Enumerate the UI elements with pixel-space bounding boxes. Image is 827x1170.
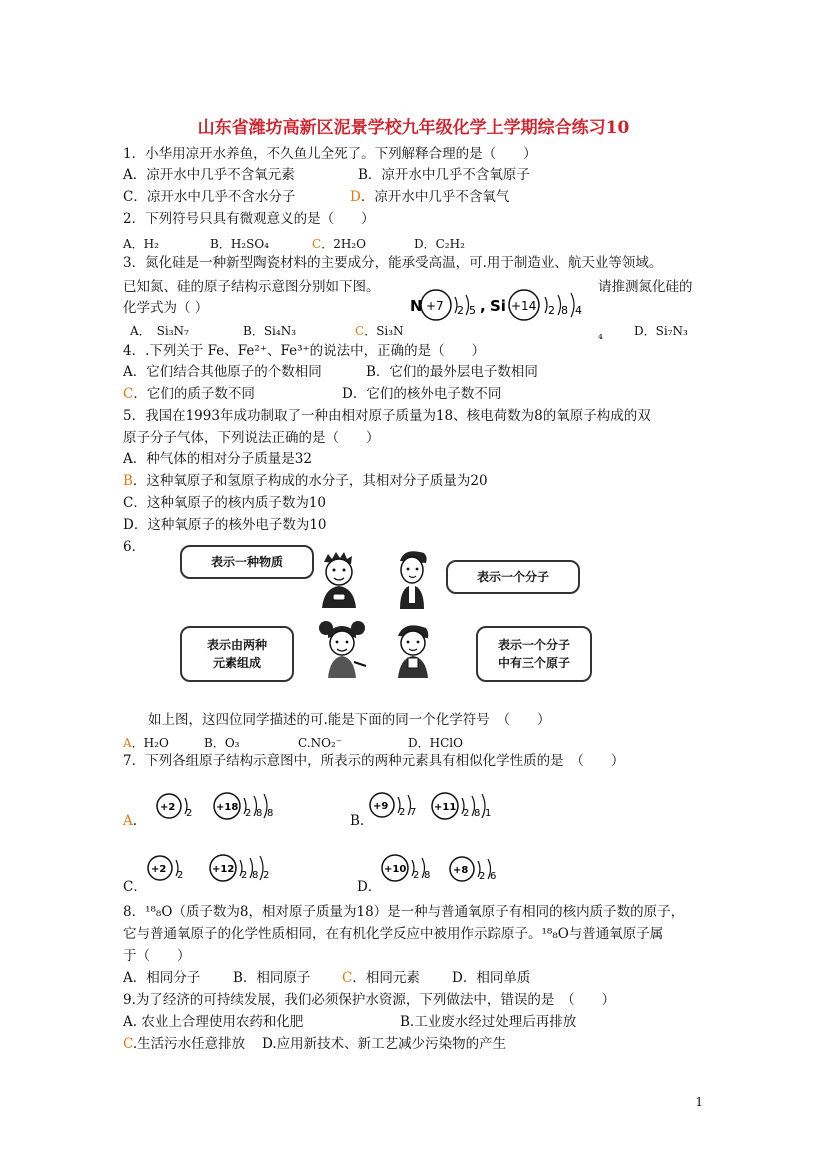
- q3-line2b: 请推测氮化硅的: [598, 279, 693, 295]
- q1-option-d-text: ．凉开水中几乎不含氧气: [360, 189, 510, 205]
- q7-b2-shell-1: 2: [463, 808, 470, 819]
- q6-stem: 如上图，这四位同学描述的可.能是下面的同一个化学符号 （ ）: [148, 712, 551, 728]
- q5-line1: 5．我国在1993年成功制取了一种由相对原子质量为18、核电荷数为8的氧原子构成的双: [123, 408, 651, 424]
- q3-line1: 3．氮化硅是一种新型陶瓷材料的主要成分，能承受高温，可.用于制造业、航天业等领域。: [123, 255, 663, 271]
- q6-bubble-3: [180, 626, 294, 682]
- q6-student-1-illustration: [316, 548, 362, 610]
- q3-n-shell-1: 2: [457, 304, 464, 317]
- q6-student-3-illustration: [316, 618, 370, 680]
- q7-b2-shell-3: 1: [485, 808, 492, 819]
- q8-option-c-text: ．相同元素: [352, 970, 420, 986]
- q7-b2-nucleus: +11: [434, 802, 457, 813]
- q7-c2-shell-3: 2: [263, 870, 270, 881]
- q7-stem: 7．下列各组原子结构示意图中，所表示的两种元素具有相似化学性质的是 （ ）: [123, 753, 625, 769]
- q1-stem: 1．小华用凉开水养鱼，不久鱼儿全死了。下列解释合理的是（ ）: [123, 146, 537, 162]
- q6-option-c: C.NO₂⁻: [298, 736, 343, 750]
- q3-atom-diagrams: [408, 286, 594, 326]
- q4-option-b: B．它们的最外层电子数相同: [366, 364, 538, 380]
- page-title: 山东省潍坊高新区泥景学校九年级化学上学期综合练习10: [197, 118, 630, 138]
- q7-a2-nucleus: +18: [216, 802, 239, 813]
- q6-student-4-illustration: [390, 618, 436, 680]
- q8-answer-letter: C: [342, 970, 353, 986]
- q3-si-nucleus: +14: [511, 299, 537, 313]
- q7-atom-c2: [208, 850, 274, 888]
- q2-option-b: B．H₂SO₄: [210, 237, 269, 251]
- q9-option-b: B.工业废水经过处理后再排放: [400, 1014, 577, 1030]
- q9-answer-letter: C: [123, 1036, 133, 1052]
- q7-atom-b2: [430, 788, 496, 826]
- q9-option-a: A. 农业上合理使用农药和化肥: [123, 1014, 304, 1030]
- q7-atom-a2: [212, 788, 278, 826]
- q3-si-symbol: Si: [490, 297, 506, 315]
- q7-atom-b1: [368, 788, 424, 824]
- q7-d1-shell-2: 8: [424, 870, 431, 881]
- q3-option-a: A． Si₃N₇: [130, 324, 189, 338]
- q1-option-d: [350, 188, 509, 206]
- q9-stem: 9.为了经济的可持续发展，我们必须保护水资源，下列做法中，错误的是 （ ）: [123, 992, 616, 1008]
- q7-option-a: [123, 812, 137, 830]
- q7-atom-d1: [380, 850, 436, 888]
- q7-a1-nucleus: +2: [160, 802, 176, 813]
- q6-bubble-2: 表示一个分子: [446, 560, 580, 594]
- q5-option-c: C．这种氧原子的核内质子数为10: [123, 495, 327, 511]
- q7-a2-shell-3: 8: [267, 808, 274, 819]
- q6-option-d: D．HClO: [408, 736, 463, 750]
- q6-bubble-1: 表示一种物质: [180, 545, 314, 579]
- q3-option-c: [355, 322, 404, 340]
- q3-option-b: B．Si₄N₃: [243, 324, 296, 338]
- q9-option-c: [123, 1035, 245, 1053]
- q7-option-a-dot: .: [132, 813, 138, 829]
- q7-d2-shell-2: 6: [490, 871, 497, 882]
- q4-option-d: D．它们的核外电子数不同: [342, 386, 502, 402]
- q3-option-d: D．Si₇N₃: [634, 324, 688, 338]
- q7-a2-shell-2: 8: [256, 808, 263, 819]
- q2-option-d: D．C₂H₂: [414, 237, 465, 251]
- q7-d1-shell-1: 2: [413, 870, 420, 881]
- q7-b1-shell-2: 7: [410, 807, 417, 818]
- q2-answer-letter: C: [312, 237, 322, 251]
- q7-atom-d2: [448, 852, 504, 888]
- q8-line2: 它与普通氧原子的化学性质相同，在有机化学反应中被用作示踪原子。¹⁸₈O与普通氧原子属: [123, 926, 664, 942]
- q7-atom-a1: [155, 790, 201, 824]
- q1-option-b: B．凉开水中几乎不含氧原子: [358, 167, 530, 183]
- q7-option-d: D．: [357, 879, 382, 895]
- q7-b1-shell-1: 2: [399, 807, 406, 818]
- q3-si-shell-2: 8: [561, 304, 568, 317]
- q7-c1-nucleus: +2: [151, 864, 167, 875]
- q6-bubble-4-line1: 表示一个分子: [497, 638, 570, 652]
- q7-b1-nucleus: +9: [373, 801, 389, 812]
- q6-bubble-4: [476, 626, 592, 682]
- q7-c2-shell-1: 2: [241, 870, 248, 881]
- q4-option-c-text: ．它们的质子数不同: [133, 386, 255, 402]
- q8-line3: 于（ ）: [123, 948, 191, 964]
- q7-d2-shell-1: 2: [479, 871, 486, 882]
- q8-option-b: B．相同原子: [233, 970, 311, 986]
- q7-c2-nucleus: +12: [212, 864, 235, 875]
- q7-atom-c1: [146, 852, 192, 886]
- q5-line2: 原子分子气体，下列说法正确的是（ ）: [123, 430, 380, 446]
- q3-si-shell-3: 4: [575, 304, 582, 317]
- q3-n-shell-2: 5: [469, 304, 476, 317]
- q5-option-d: D．这种氧原子的核外电子数为10: [123, 517, 327, 533]
- q6-bubble-4-line2: 中有三个原子: [497, 656, 570, 670]
- q8-line1: 8．¹⁸₈O（质子数为8，相对原子质量为18）是一种与普通氧原子有相同的核内质子数的原子，: [123, 904, 685, 920]
- q4-option-a: A．它们结合其他原子的个数相同: [123, 364, 322, 380]
- q7-c1-shell-1: 2: [177, 870, 184, 881]
- q6-bubble-3-line1: 表示由两种: [206, 638, 267, 652]
- q7-a1-shell-1: 2: [186, 808, 193, 819]
- q4-answer-letter: C: [123, 386, 134, 402]
- q6-bubble-3-line2: 元素组成: [212, 656, 261, 670]
- q6-option-b: B．O₃: [204, 736, 240, 750]
- q7-c2-shell-2: 8: [252, 870, 259, 881]
- q8-option-d: D．相同单质: [452, 970, 531, 986]
- q7-d1-nucleus: +10: [384, 864, 407, 875]
- q4-stem: 4．.下列关于 Fe、Fe²⁺、Fe³⁺的说法中，正确的是（ ）: [123, 343, 486, 359]
- q9-option-c-text: .生活污水任意排放: [132, 1036, 246, 1052]
- q3-option-c-subscript: ₄: [598, 328, 603, 342]
- svg-text:,: ,: [480, 297, 486, 315]
- q3-n-nucleus: +7: [426, 299, 444, 313]
- q5-answer-letter: B: [123, 473, 133, 489]
- q8-option-c: [342, 969, 420, 987]
- q5-option-b: [123, 472, 488, 490]
- q7-option-c: C．: [123, 879, 147, 895]
- q5-option-a: A．种气体的相对分子质量是32: [123, 451, 312, 467]
- q2-stem: 2．下列符号只具有微观意义的是（ ）: [123, 211, 375, 227]
- q3-line2: 已知氮、硅的原子结构示意图分别如下图。: [123, 279, 380, 295]
- q2-option-c: [312, 235, 366, 253]
- q1-option-a: A．凉开水中几乎不含氧元素: [123, 167, 295, 183]
- page-number: 1: [695, 1095, 703, 1109]
- q2-option-a: A．H₂: [123, 237, 159, 251]
- q3-n-symbol: N: [410, 297, 423, 315]
- q1-option-c: C．凉开水中几乎不含水分子: [123, 189, 296, 205]
- q6-option-a: [123, 734, 169, 752]
- q2-option-c-text: ．2H₂O: [321, 237, 366, 251]
- q8-option-a: A．相同分子: [123, 970, 201, 986]
- q7-b2-shell-2: 8: [474, 808, 481, 819]
- q4-option-c: [123, 385, 255, 403]
- q3-line3: 化学式为（ ）: [123, 300, 209, 316]
- q6-number: 6．: [123, 539, 146, 555]
- q7-d2-nucleus: +8: [453, 865, 469, 876]
- q3-answer-letter: C: [355, 324, 365, 338]
- q9-option-d: D.应用新技术、新工艺减少污染物的产生: [262, 1036, 507, 1052]
- q6-answer-letter: A: [123, 736, 132, 750]
- q6-option-a-text: ．H₂O: [131, 736, 169, 750]
- q1-answer-letter: D: [350, 189, 361, 205]
- q6-student-2-illustration: [392, 545, 434, 611]
- q3-option-c-text: ．Si₃N: [364, 324, 404, 338]
- q7-option-b: B.: [350, 813, 365, 829]
- q5-option-b-text: ．这种氧原子和氢原子构成的水分子，其相对分子质量为20: [132, 473, 488, 489]
- q7-answer-letter: A: [123, 813, 133, 829]
- q7-a2-shell-1: 2: [245, 808, 252, 819]
- q3-si-shell-1: 2: [548, 304, 555, 317]
